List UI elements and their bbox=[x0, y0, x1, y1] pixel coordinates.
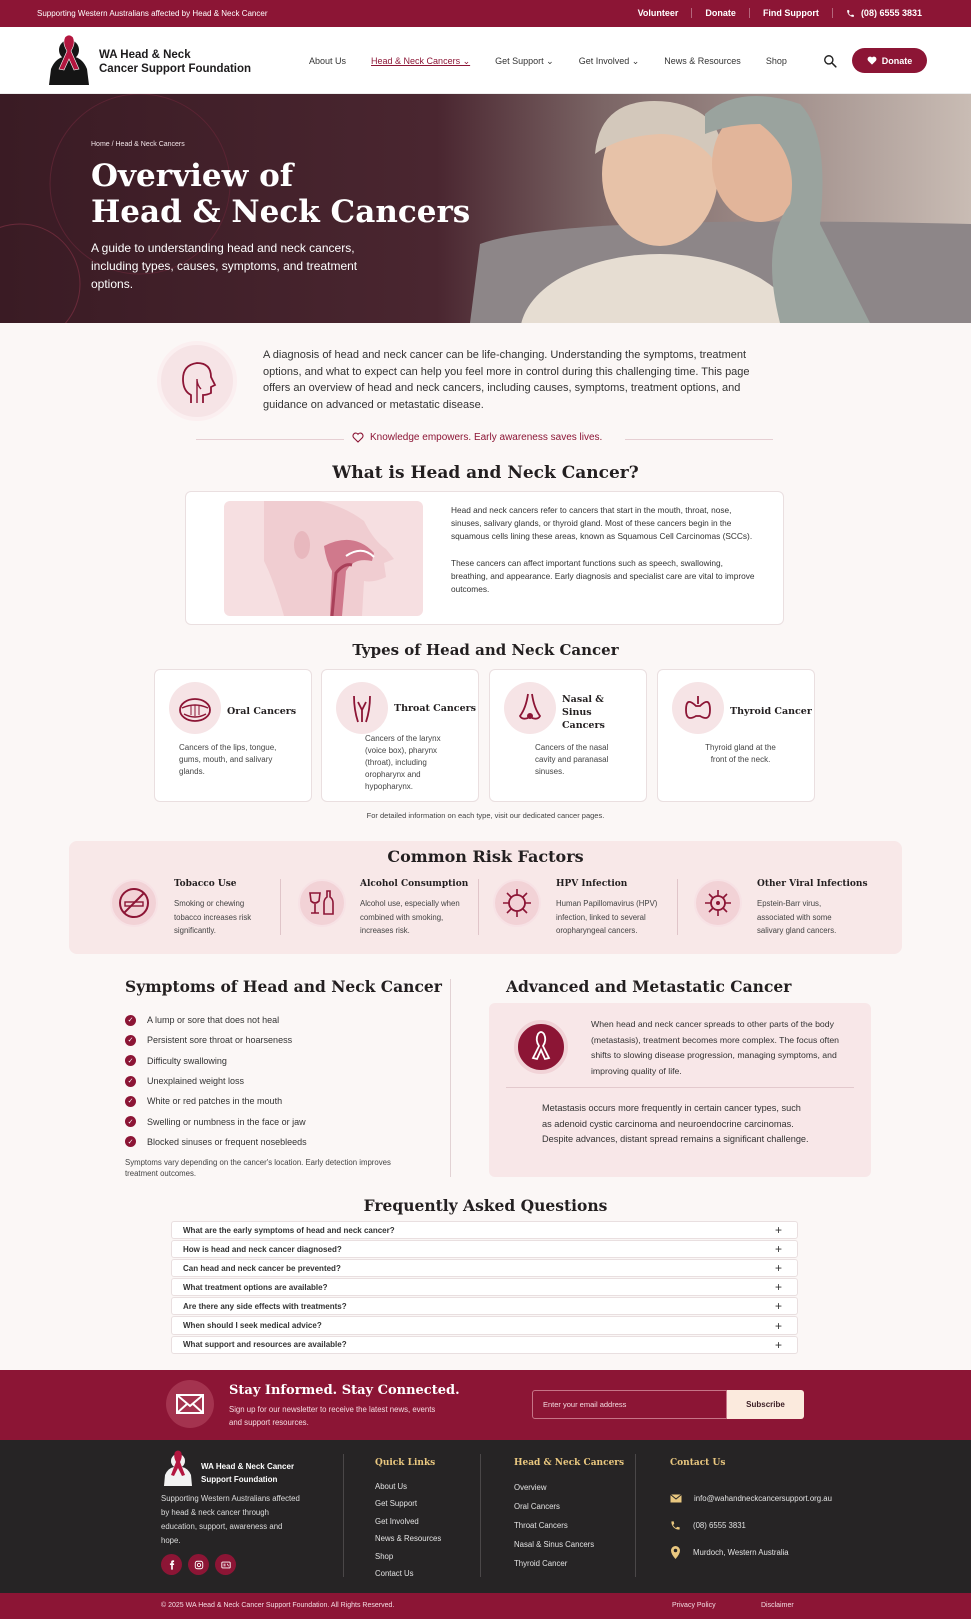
list-item bbox=[125, 1051, 307, 1071]
list-item bbox=[125, 1030, 307, 1050]
type-desc-oral: Cancers of the lips, tongue, gums, mouth, and salivary glands. bbox=[179, 743, 277, 776]
symptom-text: White or red patches in the mouth bbox=[147, 1096, 283, 1107]
page-title bbox=[91, 158, 470, 230]
faq-item[interactable] bbox=[171, 1278, 798, 1296]
type-desc-nasal: Cancers of the nasal cavity and paranasal sinuses. bbox=[535, 743, 609, 776]
faq-question: What are the early symptoms of head and neck cancer? bbox=[183, 1225, 395, 1235]
footer-divider bbox=[635, 1454, 636, 1577]
risk-title-hpv: HPV Infection bbox=[556, 879, 628, 889]
risk-title-alcohol: Alcohol Consumption bbox=[360, 879, 469, 889]
check-icon: ✓ bbox=[125, 1035, 136, 1046]
type-desc-thyroid: Thyroid gland at the front of the neck. bbox=[705, 743, 776, 764]
types-heading: Types of Head and Neck Cancer bbox=[352, 641, 619, 659]
plus-icon[interactable]: + bbox=[774, 1299, 782, 1314]
nav-news-resources[interactable]: News & Resources bbox=[664, 56, 741, 66]
hero-banner bbox=[0, 94, 971, 323]
footer-divider bbox=[343, 1454, 344, 1577]
type-title-throat: Throat Cancers bbox=[394, 703, 476, 714]
footer-brand-line-2: Support Foundation bbox=[201, 1475, 278, 1484]
facebook-icon[interactable] bbox=[161, 1554, 182, 1575]
symptoms-list bbox=[125, 1010, 307, 1152]
footer-divider bbox=[480, 1454, 481, 1577]
privacy-policy-link[interactable]: Privacy Policy bbox=[672, 1602, 716, 1609]
footer-link-oral-cancers[interactable]: Oral Cancers bbox=[514, 1502, 560, 1511]
plus-icon[interactable]: + bbox=[774, 1223, 782, 1238]
faq-question: When should I seek medical advice? bbox=[183, 1321, 322, 1331]
what-is-card bbox=[185, 491, 784, 625]
footer-link-overview[interactable]: Overview bbox=[514, 1483, 547, 1492]
type-desc-throat: Cancers of the larynx (voice box), pharynx (throat), including oropharynx and hypopharynx. bbox=[365, 734, 441, 791]
top-bar-tagline: Supporting Western Australians affected by Head & Neck Cancer bbox=[37, 9, 268, 18]
faq-question: Are there any side effects with treatments? bbox=[183, 1301, 347, 1311]
hero-subtitle: A guide to understanding head and neck cancers, including types, causes, symptoms, and treatment options. bbox=[91, 241, 358, 291]
column-divider bbox=[450, 979, 451, 1177]
faq-question: How is head and neck cancer diagnosed? bbox=[183, 1244, 342, 1254]
cancers-heading: Head & Neck Cancers bbox=[514, 1458, 625, 1468]
what-is-heading: What is Head and Neck Cancer? bbox=[332, 463, 639, 483]
heart-icon bbox=[867, 56, 877, 65]
footer-phone-text: (08) 6555 3831 bbox=[693, 1521, 746, 1530]
type-card-throat[interactable] bbox=[321, 669, 479, 802]
bottom-bar bbox=[0, 1593, 971, 1619]
risk-desc-tobacco: Smoking or chewing tobacco increases risk significantly. bbox=[174, 899, 252, 935]
footer-link-nasal-sinus[interactable]: Nasal & Sinus Cancers bbox=[514, 1540, 595, 1549]
faq-item[interactable] bbox=[171, 1316, 798, 1334]
volunteer-link[interactable]: Volunteer bbox=[637, 8, 679, 18]
advanced-card bbox=[489, 1003, 871, 1177]
nav-get-support[interactable]: Get Support ⌄ bbox=[495, 56, 554, 66]
symptom-text: Persistent sore throat or hoarseness bbox=[147, 1035, 293, 1046]
symptom-text: Blocked sinuses or frequent nosebleeds bbox=[147, 1136, 307, 1147]
type-title-thyroid: Thyroid Cancer bbox=[730, 706, 812, 717]
check-icon: ✓ bbox=[125, 1076, 136, 1087]
risk-factors-section bbox=[69, 841, 902, 954]
faq-item[interactable] bbox=[171, 1221, 798, 1239]
alcohol-icon bbox=[298, 879, 346, 927]
list-item bbox=[125, 1091, 307, 1111]
faq-item[interactable] bbox=[171, 1297, 798, 1315]
risk-desc-hpv: Human Papillomavirus (HPV) infection, linked to several oropharyngeal cancers. bbox=[556, 899, 658, 935]
contact-card-icon[interactable] bbox=[215, 1554, 236, 1575]
symptom-text: A lump or sore that does not heal bbox=[147, 1015, 280, 1026]
footer-about: Supporting Western Australians affected by head & neck cancer through education, support, awareness and hope. bbox=[161, 1494, 300, 1545]
advanced-paragraph-1: When head and neck cancer spreads to other parts of the body (metastasis), treatment becomes more complex. The focus often shifts to slowing disease progression, managing symptoms, and improving quality of life. bbox=[591, 1019, 840, 1076]
faq-question: What support and resources are available? bbox=[183, 1340, 347, 1350]
search-icon[interactable] bbox=[823, 54, 837, 68]
instagram-icon[interactable] bbox=[188, 1554, 209, 1575]
phone-icon bbox=[670, 1520, 681, 1531]
footer-phone[interactable] bbox=[670, 1520, 746, 1531]
top-bar bbox=[0, 0, 971, 27]
phone-link[interactable] bbox=[832, 8, 935, 18]
type-card-nasal[interactable] bbox=[489, 669, 647, 802]
divider-left bbox=[196, 439, 344, 440]
types-note: For detailed information on each type, visit our dedicated cancer pages. bbox=[366, 811, 605, 820]
footer-email[interactable] bbox=[670, 1494, 832, 1503]
heart-outline-icon bbox=[352, 432, 364, 443]
footer-link-contact-us[interactable]: Contact Us bbox=[375, 1569, 414, 1579]
advanced-divider bbox=[506, 1087, 854, 1088]
brand-line-2: Cancer Support Foundation bbox=[99, 63, 252, 75]
donate-button-label: Donate bbox=[881, 55, 913, 66]
contact-heading: Contact Us bbox=[670, 1458, 726, 1468]
page-title-line-2: Head & Neck Cancers bbox=[91, 194, 471, 230]
envelope-icon bbox=[166, 1380, 214, 1428]
cancers-links-list bbox=[514, 1478, 594, 1573]
quick-links-list bbox=[375, 1478, 441, 1582]
symptom-text: Difficulty swallowing bbox=[147, 1055, 227, 1066]
throat-icon bbox=[336, 682, 388, 734]
symptoms-heading: Symptoms of Head and Neck Cancer bbox=[125, 977, 442, 996]
head-anatomy-illustration bbox=[224, 501, 423, 616]
top-bar-links bbox=[625, 8, 935, 18]
page-title-line-1: Overview of bbox=[91, 158, 294, 194]
ribbon-icon bbox=[514, 1020, 568, 1074]
nose-icon bbox=[504, 682, 556, 734]
check-icon: ✓ bbox=[125, 1055, 136, 1066]
nav-shop[interactable]: Shop bbox=[765, 56, 787, 66]
faq-list bbox=[171, 1221, 798, 1355]
subscribe-button[interactable]: Subscribe bbox=[727, 1390, 804, 1419]
advanced-heading: Advanced and Metastatic Cancer bbox=[506, 977, 792, 996]
nav-head-neck-cancers[interactable]: Head & Neck Cancers ⌄ bbox=[371, 56, 471, 66]
top-donate-link[interactable]: Donate bbox=[691, 8, 749, 18]
faq-question: Can head and neck cancer be prevented? bbox=[183, 1263, 341, 1273]
main-nav bbox=[309, 56, 812, 67]
virus-cell-icon bbox=[694, 879, 742, 927]
find-support-link[interactable]: Find Support bbox=[749, 8, 832, 18]
phone-number: (08) 6555 3831 bbox=[860, 8, 922, 18]
breadcrumb[interactable]: Home / Head & Neck Cancers bbox=[91, 141, 185, 148]
disclaimer-link[interactable]: Disclaimer bbox=[761, 1602, 794, 1609]
what-is-paragraph-2: These cancers can affect important functions such as speech, swallowing, breathing, and appearance. Early diagnosis and specialist care are vital to improve outcomes. bbox=[451, 557, 755, 595]
check-icon: ✓ bbox=[125, 1015, 136, 1026]
advanced-paragraph-2: Metastasis occurs more frequently in certain cancer types, such as adenoid cystic carcinoma and neuroendocrine carcinomas. Despite advances, distant spread remains a significant challenge. bbox=[542, 1103, 809, 1145]
risk-desc-alcohol: Alcohol use, especially when combined with smoking, increases risk. bbox=[360, 899, 460, 935]
type-title-oral: Oral Cancers bbox=[227, 706, 297, 717]
footer-email-text: info@wahandneckcancersupport.org.au bbox=[694, 1494, 832, 1503]
check-icon: ✓ bbox=[125, 1096, 136, 1107]
faq-heading: Frequently Asked Questions bbox=[363, 1196, 608, 1215]
footer-link-shop[interactable]: Shop bbox=[375, 1551, 394, 1561]
mouth-icon bbox=[169, 682, 221, 734]
donate-button[interactable] bbox=[852, 48, 927, 73]
footer-location bbox=[670, 1546, 789, 1559]
newsletter-section bbox=[0, 1370, 971, 1440]
type-card-oral[interactable] bbox=[154, 669, 312, 802]
awareness-quote bbox=[352, 432, 602, 443]
site-header bbox=[0, 27, 971, 94]
intro-paragraph: A diagnosis of head and neck cancer can be life-changing. Understanding the symptoms, treatment options, and what to expect can help you feel more in control during this challenging time. This page offers an overview of head and neck cancers, including causes, symptoms, treatment options, and guidance on advanced or metastatic disease. bbox=[263, 349, 750, 411]
symptoms-note: Symptoms vary depending on the cancer's location. Early detection improves treatment outcomes. bbox=[125, 1158, 391, 1178]
site-footer bbox=[0, 1440, 971, 1593]
footer-link-get-involved[interactable]: Get Involved bbox=[375, 1516, 419, 1526]
location-pin-icon bbox=[670, 1546, 681, 1559]
plus-icon[interactable]: + bbox=[774, 1280, 782, 1295]
footer-brand bbox=[201, 1460, 294, 1486]
faq-item[interactable] bbox=[171, 1259, 798, 1277]
symptom-text: Swelling or numbness in the face or jaw bbox=[147, 1116, 306, 1127]
newsletter-subtitle: Sign up for our newsletter to receive the latest news, events and support resources. bbox=[229, 1405, 436, 1427]
footer-link-about-us[interactable]: About Us bbox=[375, 1482, 408, 1491]
list-item bbox=[125, 1071, 307, 1091]
no-smoking-icon bbox=[110, 879, 158, 927]
plus-icon[interactable]: + bbox=[774, 1337, 782, 1352]
faq-question: What treatment options are available? bbox=[183, 1282, 328, 1292]
nav-about-us[interactable]: About Us bbox=[309, 56, 347, 66]
email-input[interactable] bbox=[532, 1390, 727, 1419]
footer-link-thyroid-cancer[interactable]: Thyroid Cancer bbox=[514, 1559, 568, 1568]
mail-icon bbox=[670, 1494, 682, 1503]
type-title-nasal: Nasal & Sinus Cancers bbox=[562, 694, 605, 731]
risk-heading: Common Risk Factors bbox=[387, 847, 584, 866]
footer-location-text: Murdoch, Western Australia bbox=[693, 1548, 789, 1557]
footer-link-news-resources[interactable]: News & Resources bbox=[375, 1534, 442, 1544]
footer-link-throat-cancers[interactable]: Throat Cancers bbox=[514, 1521, 568, 1530]
type-card-thyroid[interactable] bbox=[657, 669, 815, 802]
list-item bbox=[125, 1111, 307, 1131]
thyroid-icon bbox=[672, 682, 724, 734]
virus-icon bbox=[493, 879, 541, 927]
risk-separator bbox=[478, 879, 479, 935]
check-icon: ✓ bbox=[125, 1116, 136, 1127]
risk-separator bbox=[280, 879, 281, 935]
risk-title-other-viral: Other Viral Infections bbox=[757, 879, 868, 889]
plus-icon[interactable]: + bbox=[774, 1242, 782, 1257]
footer-link-get-support[interactable]: Get Support bbox=[375, 1499, 418, 1509]
divider-right bbox=[625, 439, 773, 440]
what-is-text bbox=[451, 504, 756, 596]
site-brand[interactable] bbox=[99, 48, 251, 76]
faq-item[interactable] bbox=[171, 1240, 798, 1258]
ribbon-logo-icon[interactable] bbox=[45, 35, 93, 85]
list-item bbox=[125, 1132, 307, 1152]
what-is-paragraph-1: Head and neck cancers refer to cancers that start in the mouth, throat, nose, sinuses, salivary glands, or thyroid gland. Most of these cancers begin in the squamous cells lining these areas, known as Squamous Cell Carcinomas (SCCs). bbox=[451, 505, 753, 542]
faq-item[interactable] bbox=[171, 1336, 798, 1354]
list-item bbox=[125, 1010, 307, 1030]
copyright: © 2025 WA Head & Neck Cancer Support Foundation. All Rights Reserved. bbox=[161, 1602, 395, 1609]
awareness-quote-text: Knowledge empowers. Early awareness saves lives. bbox=[370, 432, 603, 443]
risk-separator bbox=[677, 879, 678, 935]
newsletter-title: Stay Informed. Stay Connected. bbox=[229, 1383, 460, 1398]
risk-title-tobacco: Tobacco Use bbox=[174, 879, 237, 889]
footer-ribbon-logo-icon[interactable] bbox=[161, 1450, 195, 1486]
plus-icon[interactable]: + bbox=[774, 1261, 782, 1276]
plus-icon[interactable]: + bbox=[774, 1318, 782, 1333]
footer-brand-line-1: WA Head & Neck Cancer bbox=[201, 1462, 295, 1471]
nav-get-involved[interactable]: Get Involved ⌄ bbox=[578, 56, 640, 66]
brand-line-1: WA Head & Neck bbox=[99, 49, 191, 61]
head-profile-icon bbox=[157, 341, 237, 421]
risk-desc-other-viral: Epstein-Barr virus, associated with some salivary gland cancers. bbox=[757, 899, 837, 935]
quick-links-heading: Quick Links bbox=[375, 1458, 436, 1468]
phone-icon bbox=[846, 9, 855, 18]
symptom-text: Unexplained weight loss bbox=[147, 1076, 245, 1087]
check-icon: ✓ bbox=[125, 1136, 136, 1147]
